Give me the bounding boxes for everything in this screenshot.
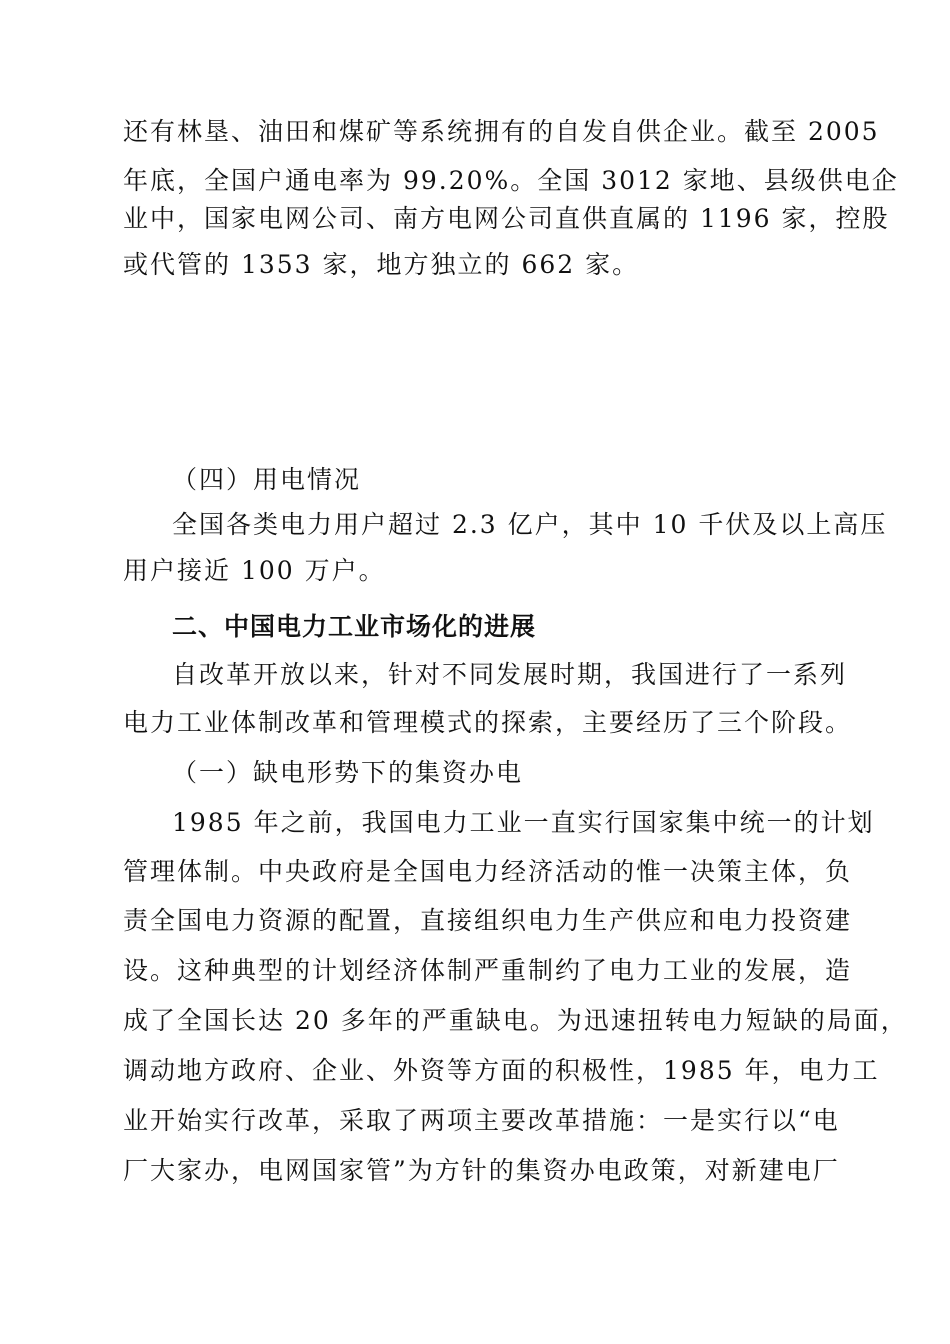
text-line: 年底，全国户通电率为 99.20%。全国 3012 家地、县级供电企 [123,166,899,195]
text-line: 厂大家办，电网国家管”为方针的集资办电政策，对新建电厂 [123,1156,840,1185]
text-line: 自改革开放以来，针对不同发展时期，我国进行了一系列 [172,660,848,689]
subsection-heading: （一）缺电形势下的集资办电 [172,758,524,787]
text-line: 还有林垦、油田和煤矿等系统拥有的自发自供企业。截至 2005 [123,117,880,146]
text-line: 全国各类电力用户超过 2.3 亿户，其中 10 千伏及以上高压 [172,510,888,539]
text-line: 1985 年之前，我国电力工业一直实行国家集中统一的计划 [172,808,875,837]
text-line: 管理体制。中央政府是全国电力经济活动的惟一决策主体，负 [123,857,853,886]
text-line: 电力工业体制改革和管理模式的探索，主要经历了三个阶段。 [123,708,853,737]
chapter-heading: 二、中国电力工业市场化的进展 [172,612,537,641]
text-line: 用户接近 100 万户。 [123,556,386,585]
text-line: 设。这种典型的计划经济体制严重制约了电力工业的发展，造 [123,956,853,985]
section-heading: （四）用电情况 [172,465,362,494]
text-line: 业中，国家电网公司、南方电网公司直供直属的 1196 家，控股 [123,204,890,233]
text-line: 责全国电力资源的配置，直接组织电力生产供应和电力投资建 [123,906,853,935]
text-line: 成了全国长达 20 多年的严重缺电。为迅速扭转电力短缺的局面， [123,1006,908,1035]
text-line: 或代管的 1353 家，地方独立的 662 家。 [123,250,640,279]
text-line: 业开始实行改革，采取了两项主要改革措施：一是实行以“电 [123,1106,840,1135]
text-line: 调动地方政府、企业、外资等方面的积极性，1985 年，电力工 [123,1056,880,1085]
